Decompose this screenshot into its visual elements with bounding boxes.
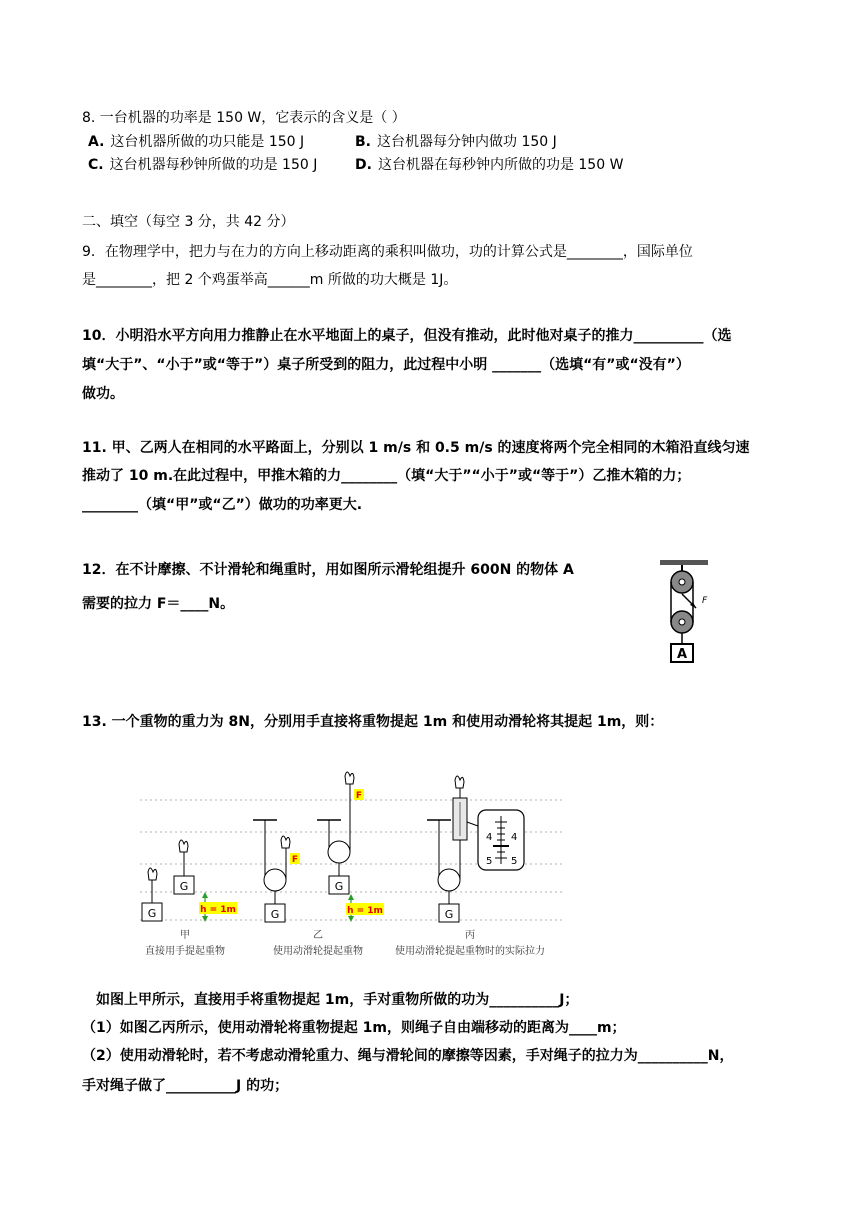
pulley-system-figure (640, 558, 720, 670)
callout-pointer (467, 822, 478, 826)
q12-line-2: 需要的拉力 F＝____N。 (82, 596, 235, 612)
scene-yi-high (317, 772, 384, 922)
option-text: 这台机器每秒钟所做的功是 150 J (109, 157, 318, 173)
option-text: 这台机器所做的功只能是 150 J (110, 134, 305, 150)
weight-label: G (444, 908, 454, 921)
hand-icon (345, 772, 354, 784)
q8-option-c[interactable] (88, 155, 317, 175)
q9-line-2: 是________，把 2 个鸡蛋举高______m 所做的功大概是 1J。 (82, 272, 458, 288)
pulley-axle (679, 579, 685, 585)
force-label: F (291, 855, 299, 865)
force-label: F (702, 596, 708, 606)
work-comparison-figure (135, 770, 595, 970)
option-label: B. (355, 134, 371, 150)
arrow-head (202, 916, 208, 922)
q10-line-1: 10．小明沿水平方向用力推静止在水平地面上的桌子，但没有推动，此时他对桌子的推力__________（选 (82, 328, 732, 344)
weight-label: G (270, 908, 280, 921)
caption-name: 乙 (313, 930, 323, 941)
scene-yi-low (253, 820, 300, 922)
q8-option-d[interactable] (355, 155, 623, 175)
block-label: A (676, 647, 688, 662)
scale-label: 5 (486, 856, 493, 867)
movable-pulley (264, 869, 286, 891)
q13-stem: 13. 一个重物的重力为 8N，分别用手直接将重物提起 1m 和使用动滑轮将其提起 1m，则： (82, 714, 664, 730)
weight-label: G (179, 880, 189, 893)
weight-label: G (147, 907, 157, 920)
height-label: h = 1m (347, 906, 383, 916)
caption-name: 甲 (180, 930, 190, 941)
section-heading: 二、填空（每空 3 分，共 42 分） (82, 214, 295, 230)
pulley-axle (679, 619, 685, 625)
q9-line-1: 9．在物理学中，把力与在力的方向上移动距离的乘积叫做功，功的计算公式是________，国际单位 (82, 244, 693, 260)
force-label: F (355, 791, 363, 801)
height-label: h = 1m (200, 905, 236, 915)
q12-line-1: 12．在不计摩擦、不计滑轮和绳重时，用如图所示滑轮组提升 600N 的物体 A (82, 562, 574, 578)
q10-line-3: 做功。 (82, 386, 124, 402)
caption-desc: 使用动滑轮提起重物时的实际拉力 (395, 946, 545, 957)
scene-bing (427, 776, 524, 922)
hand-icon (455, 776, 464, 788)
movable-pulley (438, 869, 460, 891)
scale-label: 4 (486, 832, 493, 843)
ceiling (660, 560, 708, 565)
arrow-head (202, 892, 208, 898)
q8-option-b[interactable] (355, 132, 557, 152)
scale-label: 5 (511, 856, 518, 867)
hand-icon (148, 868, 157, 880)
q11-line-3: ________（填“甲”或“乙”）做功的功率更大. (82, 497, 363, 513)
q8-option-a[interactable] (88, 132, 304, 152)
caption-name: 丙 (465, 930, 475, 941)
q13-line-2: （2）使用动滑轮时，若不考虑动滑轮重力、绳与滑轮间的摩擦等因素，手对绳子的拉力为__________N， (82, 1048, 734, 1064)
caption-desc: 直接用手提起重物 (145, 946, 225, 957)
option-label: A. (88, 134, 105, 150)
arrow-head (348, 894, 354, 900)
option-text: 这台机器每分钟内做功 150 J (377, 134, 557, 150)
caption-desc: 使用动滑轮提起重物 (273, 946, 363, 957)
option-label: C. (88, 157, 104, 173)
arrow-head (348, 916, 354, 922)
q8-stem: 8. 一台机器的功率是 150 W，它表示的含义是（ ） (82, 110, 406, 126)
q11-line-1: 11. 甲、乙两人在相同的水平路面上，分别以 1 m/s 和 0.5 m/s 的速度将两个完全相同的木箱沿直线匀速 (82, 440, 750, 456)
weight-label: G (334, 880, 344, 893)
option-text: 这台机器在每秒钟内所做的功是 150 W (377, 157, 624, 173)
q13-line-1: （1）如图乙丙所示，使用动滑轮将重物提起 1m，则绳子自由端移动的距离为____m； (82, 1020, 626, 1036)
hand-icon (281, 836, 290, 848)
scene-jia (142, 840, 237, 922)
q11-line-2: 推动了 10 m.在此过程中，甲推木箱的力________（填“大于”“小于”或“等于”）乙推木箱的力； (82, 468, 691, 484)
option-label: D. (355, 157, 372, 173)
hand-icon (179, 840, 188, 852)
q13-line-3: 手对绳子做了__________J 的功； (82, 1078, 289, 1094)
scale-label: 4 (511, 832, 518, 843)
q10-line-2: 填“大于”、“小于”或“等于”）桌子所受到的阻力，此过程中小明 _______（选填“有”或“没有”） (82, 357, 690, 373)
movable-pulley (328, 841, 350, 863)
q13-line-a: 如图上甲所示，直接用手将重物提起 1m，手对重物所做的功为__________J； (96, 992, 579, 1008)
